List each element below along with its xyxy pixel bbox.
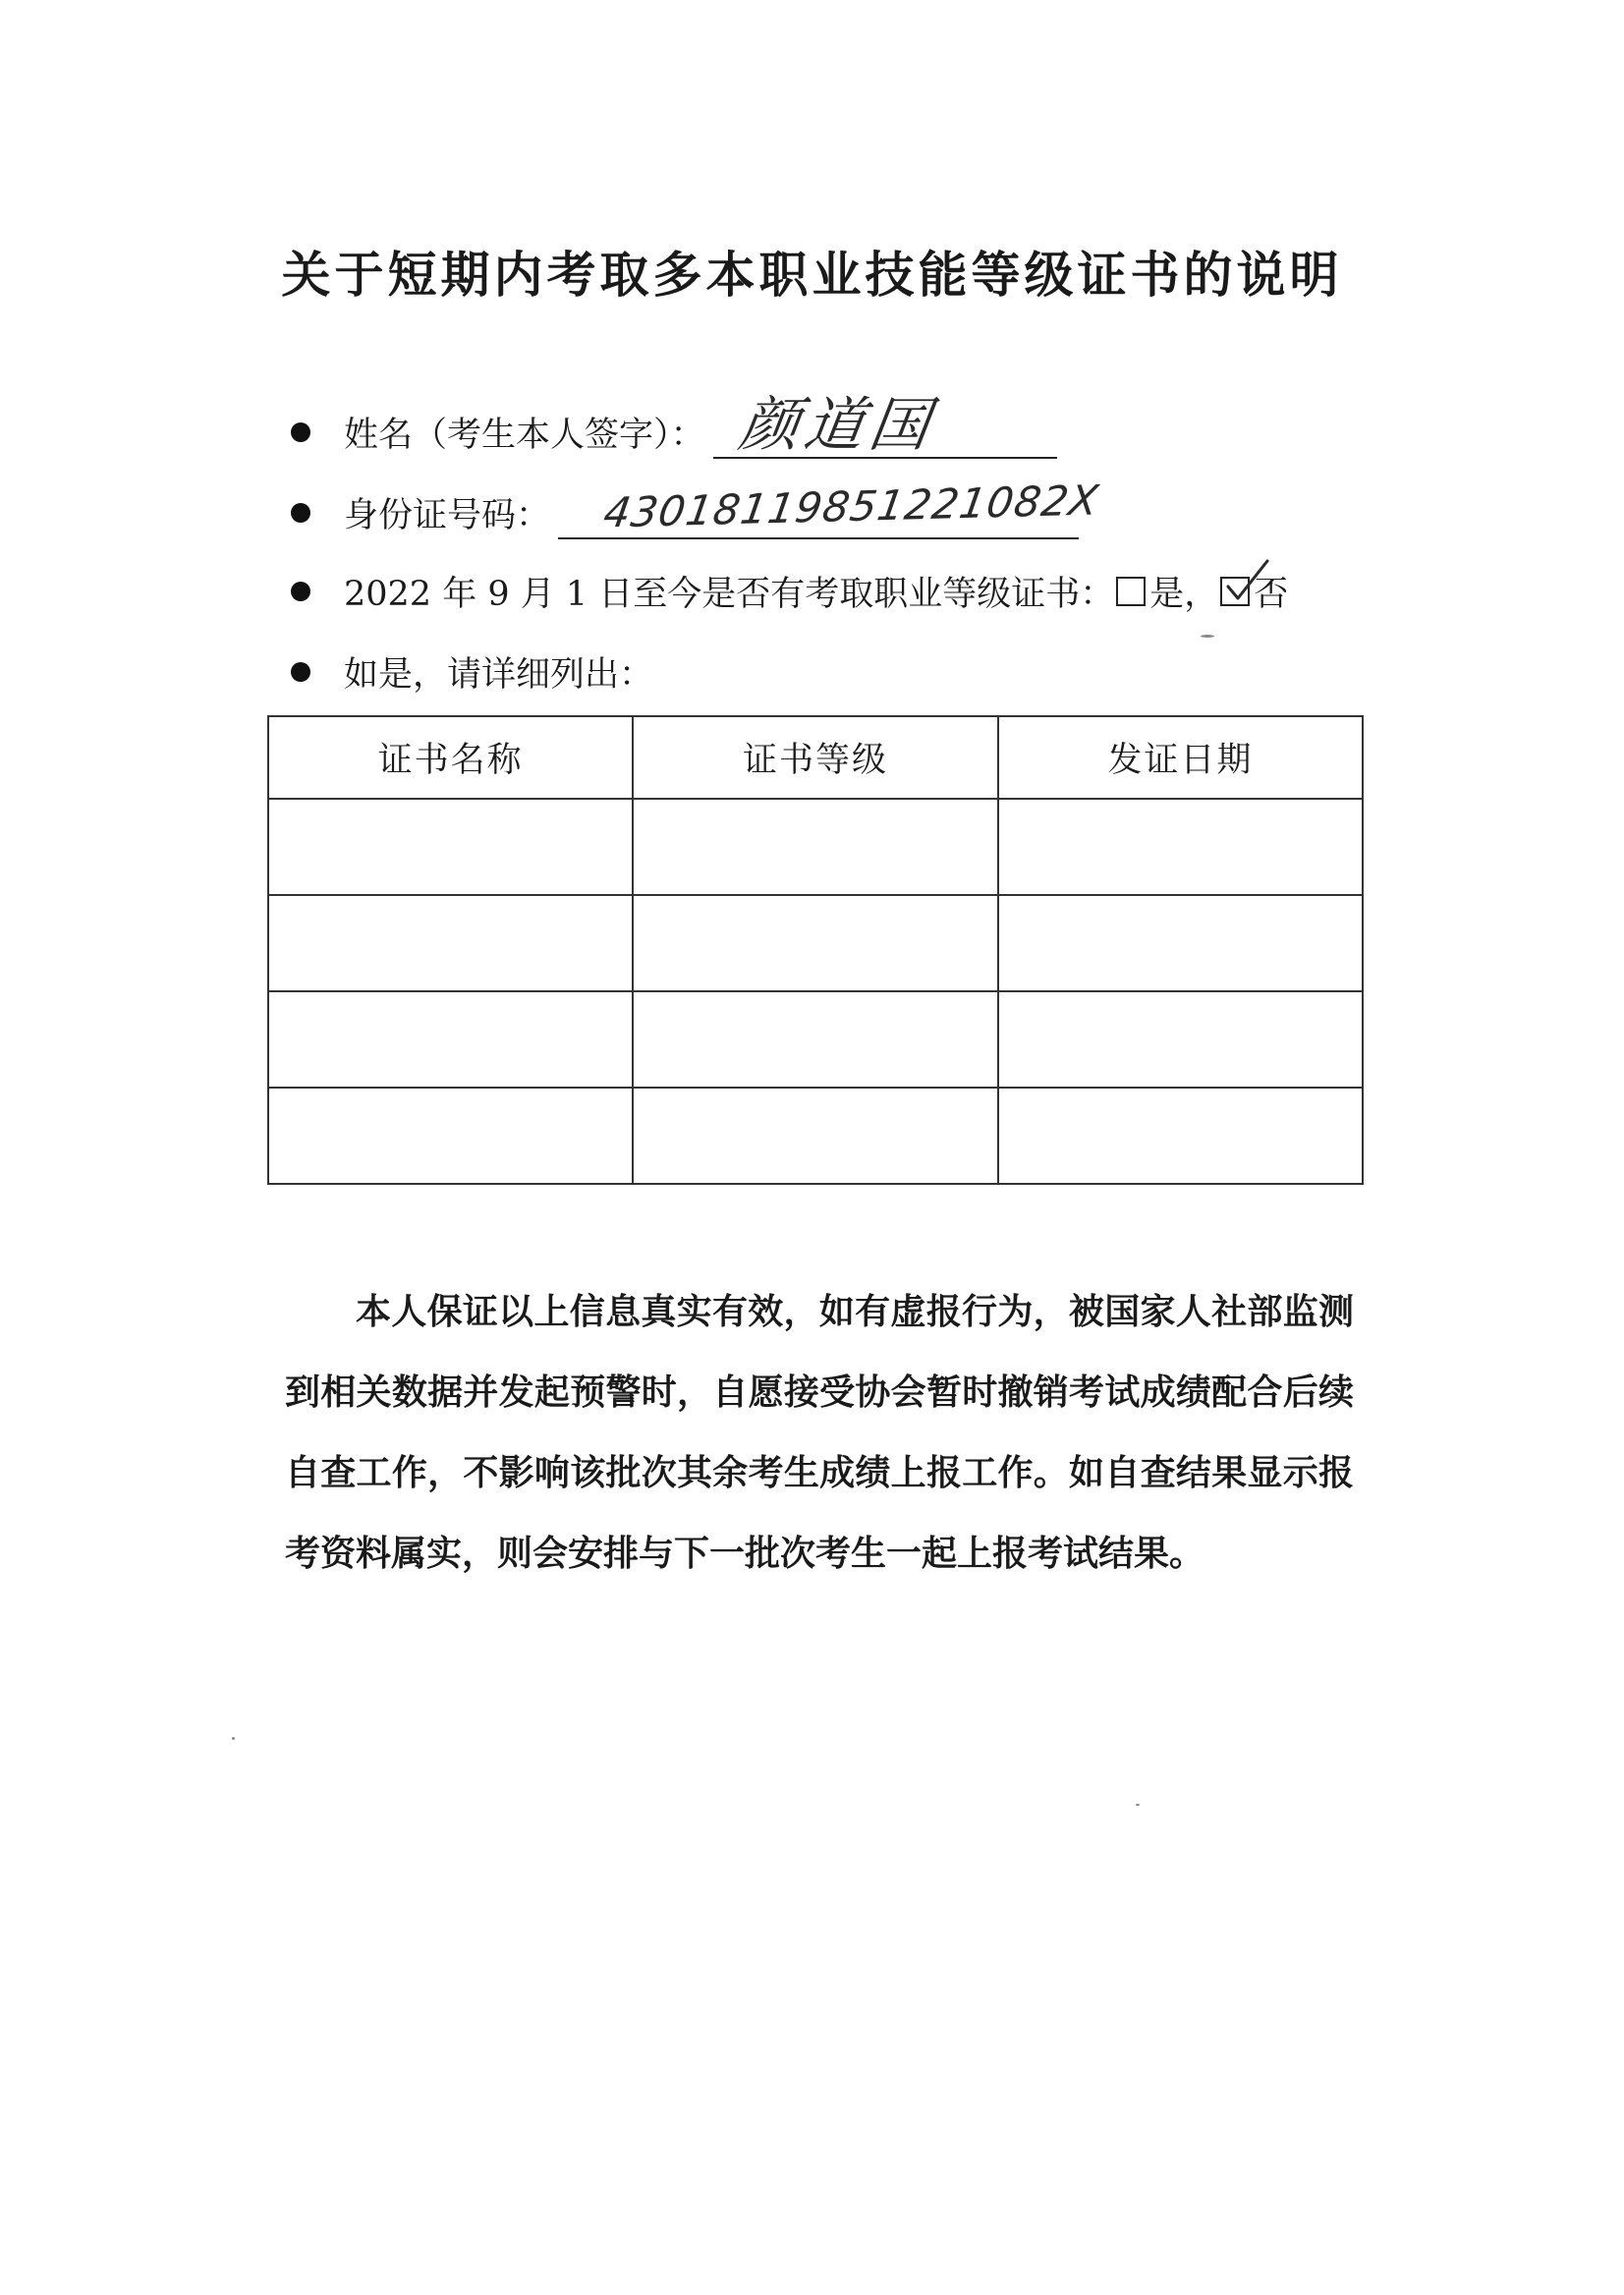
table-row — [268, 895, 1363, 991]
table-row — [268, 1088, 1363, 1184]
certificate-question-label: 2022 年 9 月 1 日至今是否有考取职业等级证书： — [344, 575, 1115, 614]
bullet-icon — [291, 503, 310, 523]
id-row — [291, 476, 1102, 542]
checkmark-icon — [1224, 557, 1273, 606]
name-row — [291, 391, 1057, 462]
table-cell[interactable] — [633, 991, 997, 1088]
table-cell[interactable] — [998, 895, 1363, 991]
certificate-question-row — [291, 562, 1288, 621]
list-prompt-label: 如是，请详细列出： — [344, 655, 654, 695]
table-cell[interactable] — [998, 991, 1363, 1088]
table-cell[interactable] — [633, 799, 997, 895]
document-title: 关于短期内考取多本职业技能等级证书的说明 — [281, 246, 1343, 304]
table-cell[interactable] — [633, 895, 997, 991]
table-row — [268, 799, 1363, 895]
table-cell[interactable] — [268, 1088, 633, 1184]
option-no-label: 否 — [1254, 575, 1289, 614]
certificates-table — [267, 715, 1364, 1185]
bullet-icon — [291, 422, 310, 442]
option-yes-label: 是， — [1149, 575, 1219, 614]
checkbox-yes[interactable] — [1116, 577, 1146, 606]
bullet-icon — [291, 662, 310, 682]
header-issue-date: 发证日期 — [998, 716, 1363, 799]
table-cell[interactable] — [633, 1088, 997, 1184]
list-prompt-row — [291, 643, 653, 701]
id-number-field[interactable] — [558, 476, 1102, 539]
scan-speck — [232, 1737, 235, 1740]
table-header-row — [268, 716, 1363, 799]
table-cell[interactable] — [268, 991, 633, 1088]
table-cell[interactable] — [998, 799, 1363, 895]
table-row — [268, 991, 1363, 1088]
declaration-paragraph: 本人保证以上信息真实有效，如有虚报行为，被国家人社部监测到相关数据并发起预警时，自愿接受协会暂时撤销考试成绩配合后续自查工作，不影响该批次其余考生成绩上报工作。如自查结果显示报考资料属实，则会安排与下一批次考生一起上报考试结果。 — [285, 1291, 1354, 1574]
header-certificate-level: 证书等级 — [633, 716, 997, 799]
table-cell[interactable] — [998, 1088, 1363, 1184]
id-label: 身份证号码： — [344, 496, 551, 535]
bullet-icon — [291, 582, 310, 601]
name-signature-field[interactable] — [713, 391, 1057, 460]
header-certificate-name: 证书名称 — [268, 716, 633, 799]
option-yes[interactable] — [1114, 567, 1218, 616]
handwritten-id-number: 43018119851221082X — [600, 476, 1102, 537]
table-cell[interactable] — [268, 895, 633, 991]
scan-speck — [1136, 1804, 1140, 1806]
handwritten-signature: 颜道国 — [734, 391, 939, 460]
name-label: 姓名（考生本人签字）： — [344, 416, 705, 455]
scan-speck — [1201, 635, 1214, 638]
option-no[interactable] — [1218, 567, 1288, 616]
checkbox-no[interactable] — [1220, 577, 1250, 606]
table-cell[interactable] — [268, 799, 633, 895]
